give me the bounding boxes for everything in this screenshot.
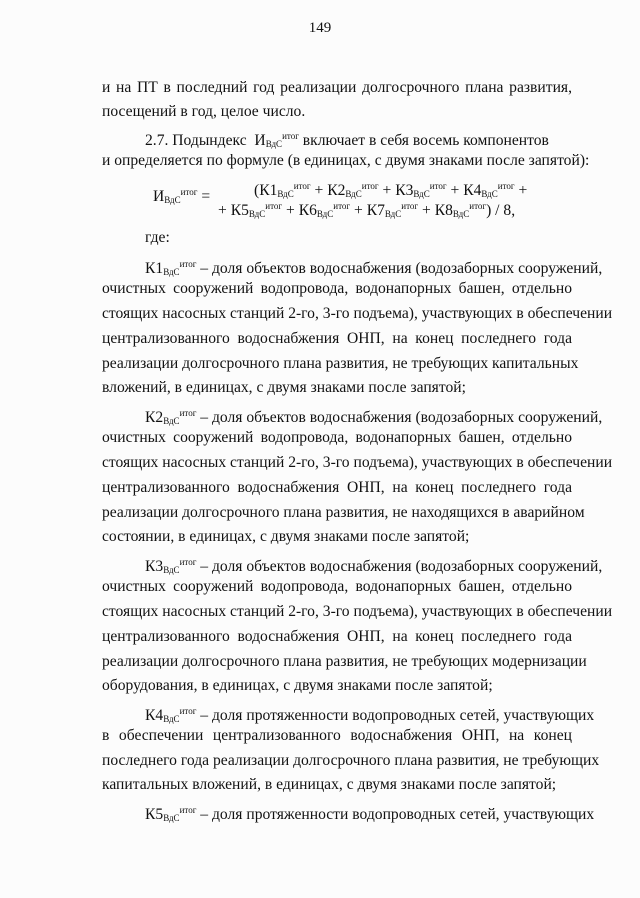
text-line: реализации долгосрочного плана развития, не требующих модернизации (102, 653, 587, 670)
plus: + (514, 182, 528, 199)
page-number: 149 (308, 20, 332, 36)
subscript: ВдС (164, 195, 181, 205)
text-line: посещений в год, целое число. (102, 103, 306, 120)
text-line: очистных сооружений водопровода, водонапорных башен, отдельно (102, 429, 572, 446)
plus: + (446, 182, 464, 199)
text-line: и определяется по формуле (в единицах, с двумя знаками после запятой): (102, 152, 590, 169)
subscript: ВдС (452, 209, 470, 219)
symbol: К4 (145, 707, 164, 724)
plus: + (418, 202, 435, 219)
subscript: ВдС (277, 189, 294, 199)
plus: + (350, 202, 367, 219)
text-line: в обеспечении централизованного водоснабжения ОНП, на конец (102, 727, 572, 744)
superscript: итог (179, 805, 197, 815)
text-line: состоянии, в единицах, с двумя знаками после запятой; (102, 528, 470, 545)
text-line: оборудования, в единицах, с двумя знаками после запятой; (102, 677, 493, 694)
superscript: итог (265, 201, 283, 211)
text-line: реализации долгосрочного плана развития, не находящихся в аварийном (102, 504, 585, 521)
superscript: итог (333, 201, 351, 211)
term: К6 (298, 202, 317, 219)
symbol: К2 (145, 409, 164, 426)
k2-definition-first (145, 403, 603, 431)
superscript: итог (180, 187, 198, 197)
text-line: вложений, в единицах, с двумя знаками после запятой; (102, 379, 466, 396)
superscript: итог (282, 131, 299, 141)
term: К4 (463, 182, 482, 199)
superscript: итог (497, 181, 515, 191)
subscript: ВдС (163, 714, 180, 724)
k1-definition-first (145, 254, 603, 282)
term: (К1 (254, 182, 278, 199)
text-line: реализации долгосрочного плана развития, не требующих капитальных (102, 355, 579, 372)
text-fragment: – доля протяженности водопроводных сетей, участвующих (196, 806, 595, 823)
symbol: К3 (145, 558, 164, 575)
term: К7 (366, 202, 385, 219)
text-fragment: – доля объектов водоснабжения (водозаборных сооружений, (196, 260, 603, 277)
superscript: итог (469, 201, 487, 211)
subscript: ВдС (163, 813, 180, 823)
symbol: И (153, 188, 165, 205)
term: + К5 (218, 202, 249, 219)
subscript: ВдС (163, 267, 180, 277)
superscript: итог (179, 557, 197, 567)
subscript: ВдС (384, 209, 402, 219)
superscript: итог (179, 408, 197, 418)
superscript: итог (293, 181, 311, 191)
plus: + (378, 182, 396, 199)
subscript: ВдС (413, 189, 430, 199)
text-fragment: – доля протяженности водопроводных сетей, участвующих (196, 707, 595, 724)
subscript: ВдС (163, 416, 180, 426)
text-fragment: – доля объектов водоснабжения (водозаборных сооружений, (196, 409, 603, 426)
plus: + (310, 182, 328, 199)
subscript: ВдС (481, 189, 498, 199)
plus: + (282, 202, 299, 219)
text-line: стоящих насосных станций 2-го, 3-го подъема), участвующих в обеспечении (102, 603, 613, 620)
subscript: ВдС (163, 565, 180, 575)
superscript: итог (361, 181, 379, 191)
subindex-intro-line (145, 126, 572, 154)
text-line: централизованного водоснабжения ОНП, на конец последнего года (102, 479, 572, 496)
formula-lhs (153, 182, 210, 210)
text-line: и на ПТ в последний год реализации долгосрочного плана развития, (102, 79, 572, 96)
text-line: очистных сооружений водопровода, водонапорных башен, отдельно (102, 280, 572, 297)
superscript: итог (429, 181, 447, 191)
text-line: очистных сооружений водопровода, водонапорных башен, отдельно (102, 578, 572, 595)
formula-line-2 (218, 196, 515, 224)
text-line: централизованного водоснабжения ОНП, на конец последнего года (102, 628, 572, 645)
equals: = (197, 188, 211, 205)
symbol: К1 (145, 260, 164, 277)
term: К3 (395, 182, 414, 199)
subscript: ВдС (265, 139, 283, 149)
text-fragment: 2.7. Подындекс (145, 132, 247, 149)
k5-definition-first (145, 800, 595, 828)
subscript: ВдС (316, 209, 334, 219)
text-line: капитальных вложений, в единицах, с двумя знаками после запятой; (102, 776, 557, 793)
term: ) / 8, (486, 202, 516, 219)
where-label: где: (145, 229, 170, 246)
term: К8 (434, 202, 453, 219)
subscript: ВдС (248, 209, 266, 219)
text-line: последнего года реализации долгосрочного плана развития, не требующих (102, 752, 600, 769)
text-fragment: – доля объектов водоснабжения (водозаборных сооружений, (196, 558, 603, 575)
text-fragment: включает в себя восемь компонентов (298, 132, 549, 149)
k3-definition-first (145, 552, 603, 580)
text-line: стоящих насосных станций 2-го, 3-го подъема), участвующих в обеспечении (102, 454, 613, 471)
text-line: стоящих насосных станций 2-го, 3-го подъема), участвующих в обеспечении (102, 305, 613, 322)
symbol: К5 (145, 806, 164, 823)
superscript: итог (179, 706, 197, 716)
text-line: централизованного водоснабжения ОНП, на конец последнего года (102, 330, 572, 347)
superscript: итог (179, 259, 197, 269)
k4-definition-first (145, 701, 595, 729)
term: К2 (327, 182, 346, 199)
subscript: ВдС (345, 189, 362, 199)
symbol: И (254, 132, 266, 149)
superscript: итог (401, 201, 419, 211)
